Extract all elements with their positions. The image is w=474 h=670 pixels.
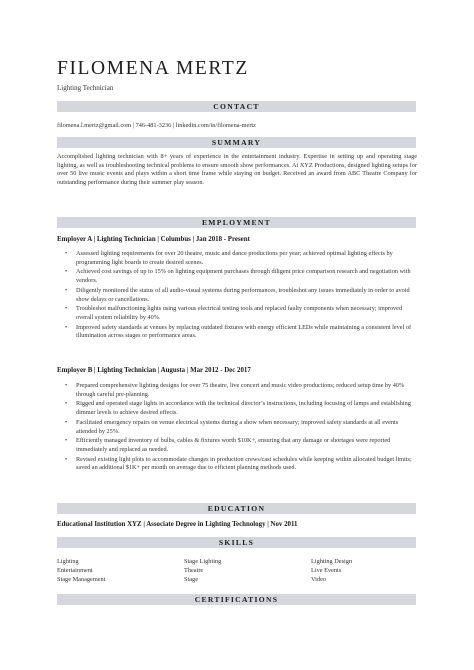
bullet-icon: • — [65, 305, 68, 313]
bullet-icon: • — [65, 382, 68, 389]
bullet-icon: • — [65, 455, 68, 463]
summary-text: Accomplished lighting technician with 8+ years of experience in the entertainment industry. Expertise in setting up and operating stage lighting, as well as troubleshooting technical problems to ensure smooth show performances. At XYZ Productions, designed lighting setups for over 50 live music events and plays within a short time frame while staying on budget. Received an award from ABC Theatre Company for outstanding performance during their summer play season. — [57, 153, 417, 186]
contact-phone[interactable]: 746-481-3236 — [135, 122, 172, 129]
list-item: • Troubleshot malfunctioning lights using various electrical testing tools and replaced faulty components when necessary; improved overall system reliability by 40%. — [65, 305, 403, 321]
job-title-b: Employer B | Lighting Technician | Augusta | Mar 2012 - Dec 2017 — [57, 367, 251, 374]
list-item: • Revised existing light plots to accommodate changes in production crews/cast schedules while keeping within allocated budget limits; saved an additional $1K+ per month on average due to efficient planning methods used. — [65, 455, 412, 472]
skill-item: Lighting — [57, 558, 79, 565]
bullet-icon: • — [65, 323, 68, 331]
bullet-icon: • — [65, 286, 68, 294]
job-b-bullets — [57, 382, 417, 474]
bullet-icon: • — [65, 437, 68, 445]
skill-item: Lighting Design — [311, 558, 353, 565]
section-header-certifications: CERTIFICATIONS — [57, 594, 416, 605]
candidate-name: FILOMENA MERTZ — [57, 58, 249, 79]
section-header-skills: SKILLS — [57, 537, 416, 548]
list-item: • Prepared comprehensive lighting designs for over 75 theatre, live concert and music video productions; reduced setup time by 40% through careful pre-planning. — [65, 382, 405, 398]
section-header-contact: CONTACT — [57, 101, 416, 112]
skills-column — [184, 557, 304, 584]
list-item: • Achieved cost savings of up to 15% on lighting equipment purchases through diligent price comparison research and negotiation with vendors. — [65, 268, 411, 285]
bullet-icon: • — [65, 268, 68, 276]
bullet-icon: • — [65, 250, 68, 257]
candidate-role: Lighting Technician — [57, 84, 114, 92]
list-item: • Rigged and operated stage lights in accordance with the technical director’s instructions, including focusing of lamps and establishing dimmer levels to achieve desired effects. — [65, 400, 411, 417]
skills-column — [311, 557, 431, 584]
contact-email[interactable]: filomena.l.mertz@gmail.com — [57, 122, 132, 129]
section-header-summary: SUMMARY — [57, 137, 416, 148]
contact-separator: | — [171, 122, 176, 129]
skill-item: Live Events — [311, 567, 342, 575]
list-item: • Efficiently managed inventory of bulbs, cables & fixtures worth $10K+, ensuring that any damage or shortages were reported immediately and replaced as needed. — [65, 437, 391, 453]
bullet-icon: • — [65, 418, 68, 426]
list-item: • Diligently monitored the status of all audio-visual systems during performances, troubleshot any issues immediately in order to avoid show delays or cancellations. — [65, 286, 410, 303]
skill-item: Stage Lighting — [184, 558, 222, 565]
education-entry: Educational Institution XYZ | Associate Degree in Lighting Technology | Nov 2011 — [57, 521, 298, 528]
list-item: • Assessed lighting requirements for over 20 theatre, music and dance productions per year; achieved optimal lighting effects by programming light boards to create desired scenes. — [65, 250, 393, 266]
contact-linkedin[interactable]: linkedin.com/in/filomena-mertz — [175, 122, 256, 129]
section-header-employment: EMPLOYMENT — [57, 217, 416, 228]
skill-item: Stage Management — [57, 576, 106, 584]
bullet-icon: • — [65, 400, 68, 408]
list-item: • Improved safety standards at venues by replacing outdated fixtures with energy efficient LEDs while maintaining a consistent level of illumination across stages or performance areas. — [65, 323, 412, 340]
job-a-bullets — [57, 250, 417, 342]
job-title-a: Employer A | Lighting Technician | Columbus | Jan 2018 - Present — [57, 236, 250, 243]
skill-item: Theatre — [184, 567, 204, 575]
skills-column — [57, 557, 177, 584]
contact-separator: | — [131, 122, 136, 129]
contact-line — [57, 121, 256, 130]
section-header-education: EDUCATION — [57, 503, 416, 514]
skill-item: Stage — [184, 576, 198, 584]
list-item: • Facilitated emergency repairs on venue electrical systems during a show when necessary; improved safety standards at all events attended by 25%. — [65, 418, 399, 435]
skill-item: Video — [311, 576, 327, 584]
skill-item: Entertainment — [57, 567, 93, 575]
